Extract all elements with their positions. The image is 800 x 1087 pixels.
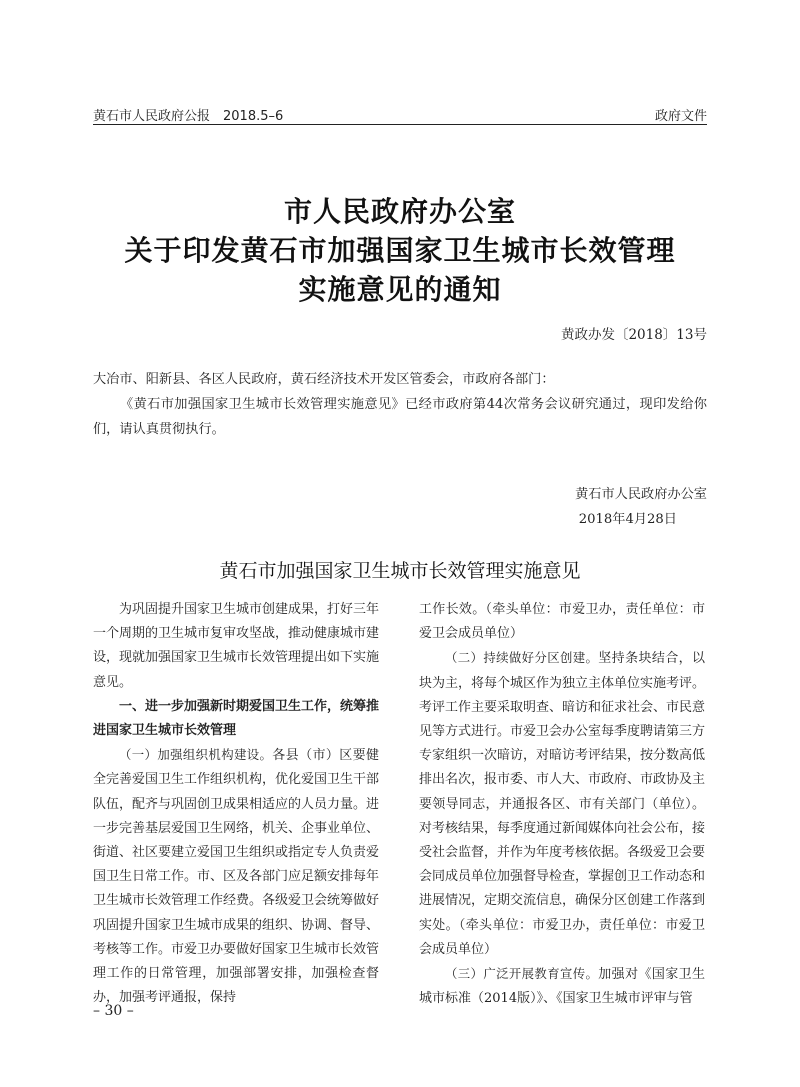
item-2-body: 坚持条块结合，以块为主，将每个城区作为独立主体单位实施考评。考评工作主要采取明查、暗访和征求社会、市民意见等方式进行。市爱卫会办公室每季度聘请第三方专家组织一次暗访，对暗访考评结果，按分数高低排出名次，报市委、市人大、市政府、市政协及主要领导同志，并通报各区、市有关部门（单位）。对考核结果，每季度通过新闻媒体向社会公布，接受社会监督，并作为年度考核依据。各级爱卫会要会同成员单位加强督导检查，掌握创卫工作动态和进展情况，定期交流信息，确保分区创建工作落到实处。（牵头单位：市爱卫办，责任单位：市爱卫会成员单位） <box>419 651 706 957</box>
addressee: 大冶市、阳新县、各区人民政府，黄石经济技术开发区管委会，市政府各部门： <box>93 372 555 387</box>
item-3-paragraph <box>419 962 705 1011</box>
item-1-body: 各县（市）区要健全完善爱国卫生工作组织机构，优化爱国卫生干部队伍，配齐与巩固创卫成果相适应的人员力量。进一步完善基层爱国卫生网络，机关、企事业单位、街道、社区要建立爱国卫生组织或指定专人负责爱国卫生日常工作。市、区及各部门应足额安排每年卫生城市长效管理工作经费。各级爱卫会统筹做好巩固提升国家卫生城市成果的组织、协调、督导、考核等工作。市爱卫办要做好国家卫生城市长效管理工作的日常管理，加强部署安排，加强检查督办，加强考评通报，保持 <box>93 748 380 1006</box>
signature-organization: 黄石市人民政府办公室 <box>575 487 707 502</box>
item-1-continuation: 工作长效。（牵头单位：市爱卫办，责任单位：市爱卫会成员单位） <box>419 602 705 642</box>
left-column <box>93 598 379 1010</box>
section-heading-1: 一、进一步加强新时期爱国卫生工作，统筹推进国家卫生城市长效管理 <box>93 698 380 739</box>
notice-title-line-1: 市人民政府办公室 <box>283 195 516 228</box>
running-header <box>93 105 707 125</box>
signature-date: 2018年4月28日 <box>578 512 677 527</box>
intro-paragraph: 为巩固提升国家卫生城市创建成果，打好三年一个周期的卫生城市复审攻坚战，推动健康城市建设，现就加强国家卫生城市长效管理提出如下实施意见。 <box>93 602 380 690</box>
right-column <box>419 598 705 1011</box>
item-1-title: （一）加强组织机构建设。 <box>119 747 273 763</box>
bulletin-name: 黄石市人民政府公报 2018.5–6 <box>93 109 284 124</box>
opinion-title: 黄石市加强国家卫生城市长效管理实施意见 <box>219 560 581 582</box>
page-number: – 30 – <box>93 1003 134 1019</box>
notice-title-line-3: 实施意见的通知 <box>298 273 502 306</box>
notice-title-line-2: 关于印发黄石市加强国家卫生城市长效管理 <box>124 234 676 267</box>
item-2-paragraph <box>419 646 705 962</box>
document-number: 黄政办发〔2018〕13号 <box>560 327 707 343</box>
item-3-body: 加强对《国家卫生城市标准（2014版）》、《国家卫生城市评审与管 <box>419 967 705 1007</box>
header-divider <box>93 124 707 125</box>
item-2-title: （二）持续做好分区创建。 <box>445 650 599 666</box>
notice-title <box>93 192 707 309</box>
item-3-title: （三）广泛开展教育宣传。 <box>445 966 599 982</box>
section-name: 政府文件 <box>654 109 707 124</box>
notice-body: 《黄石市加强国家卫生城市长效管理实施意见》已经市政府第44次常务会议研究通过，现印发给你们，请认真贯彻执行。 <box>93 397 707 437</box>
item-1-paragraph <box>93 743 379 1010</box>
